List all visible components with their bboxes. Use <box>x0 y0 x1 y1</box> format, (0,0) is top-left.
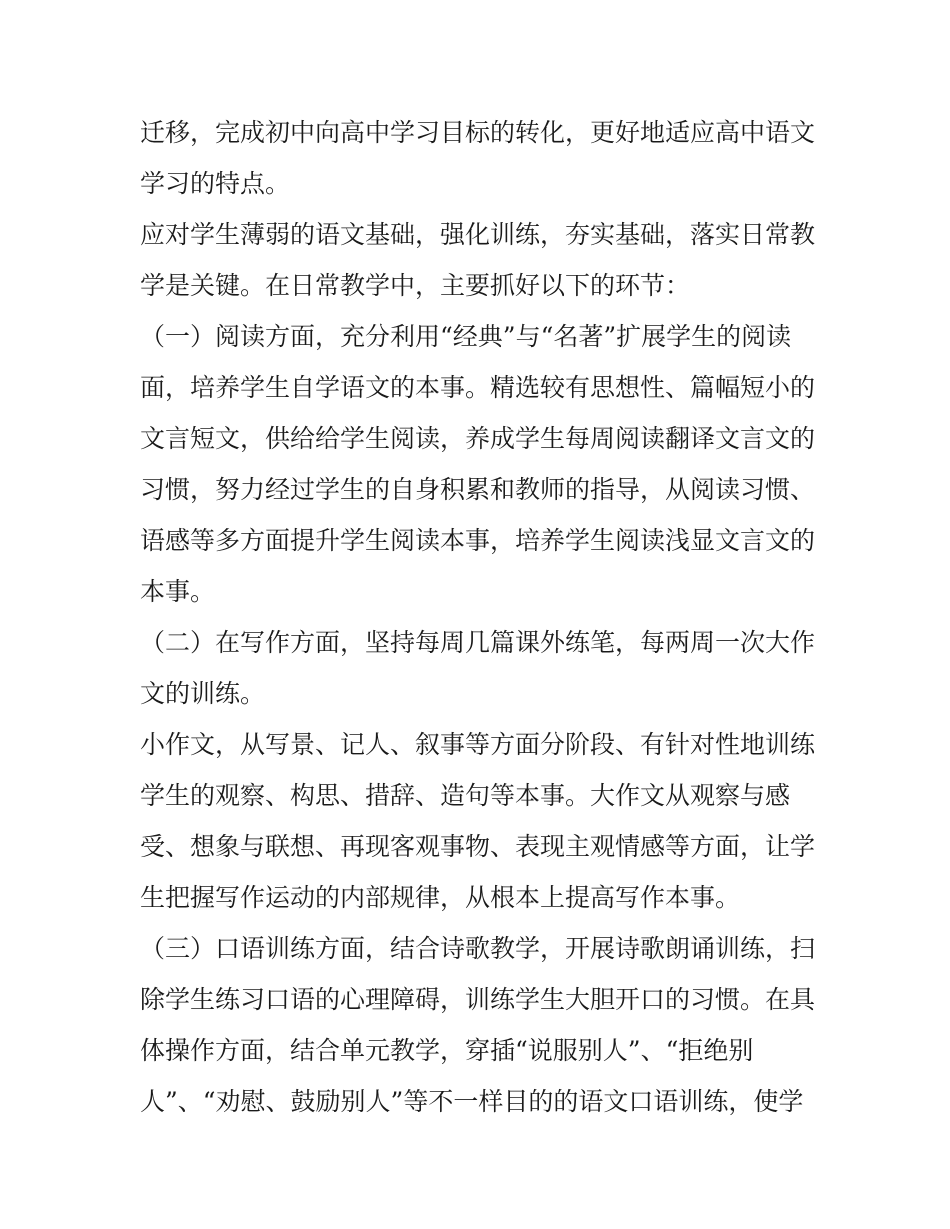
text-line: 文言短文，供给给学生阅读，养成学生每周阅读翻译文言文的 <box>140 424 816 453</box>
text-line: （二）在写作方面，坚持每周几篇课外练笔，每两周一次大作 <box>140 628 816 657</box>
document-body <box>140 107 830 1127</box>
text-line: 迁移，完成初中向高中学习目标的转化，更好地适应高中语文 <box>140 118 816 147</box>
text-line: 学习的特点。 <box>140 169 291 198</box>
text-line: 体操作方面，结合单元教学，穿插“说服别人”、“拒绝别 <box>140 1036 754 1065</box>
text-line: （三）口语训练方面，结合诗歌教学，开展诗歌朗诵训练，扫 <box>140 934 816 963</box>
text-line: 习惯，努力经过学生的自身积累和教师的指导，从阅读习惯、 <box>140 475 816 504</box>
text-line: 除学生练习口语的心理障碍，训练学生大胆开口的习惯。在具 <box>140 985 816 1014</box>
text-line: 语感等多方面提升学生阅读本事，培养学生阅读浅显文言文的 <box>140 526 816 555</box>
text-line: 面，培养学生自学语文的本事。精选较有思想性、篇幅短小的 <box>140 373 816 402</box>
text-line: （一）阅读方面，充分利用“经典”与“名著”扩展学生的阅读 <box>140 322 792 351</box>
text-line: 受、想象与联想、再现客观事物、表现主观情感等方面，让学 <box>140 832 816 861</box>
text-line: 学生的观察、构思、措辞、造句等本事。大作文从观察与感 <box>140 781 791 810</box>
text-line: 文的训练。 <box>140 679 266 708</box>
text-line: 小作文，从写景、记人、叙事等方面分阶段、有针对性地训练 <box>140 730 816 759</box>
text-line: 人”、“劝慰、鼓励别人”等不一样目的的语文口语训练，使学 <box>140 1087 804 1116</box>
text-line: 本事。 <box>140 577 216 606</box>
text-line: 应对学生薄弱的语文基础，强化训练，夯实基础，落实日常教 <box>140 220 816 249</box>
text-line: 学是关键。在日常教学中，主要抓好以下的环节： <box>140 271 691 300</box>
text-line: 生把握写作运动的内部规律，从根本上提高写作本事。 <box>140 883 741 912</box>
